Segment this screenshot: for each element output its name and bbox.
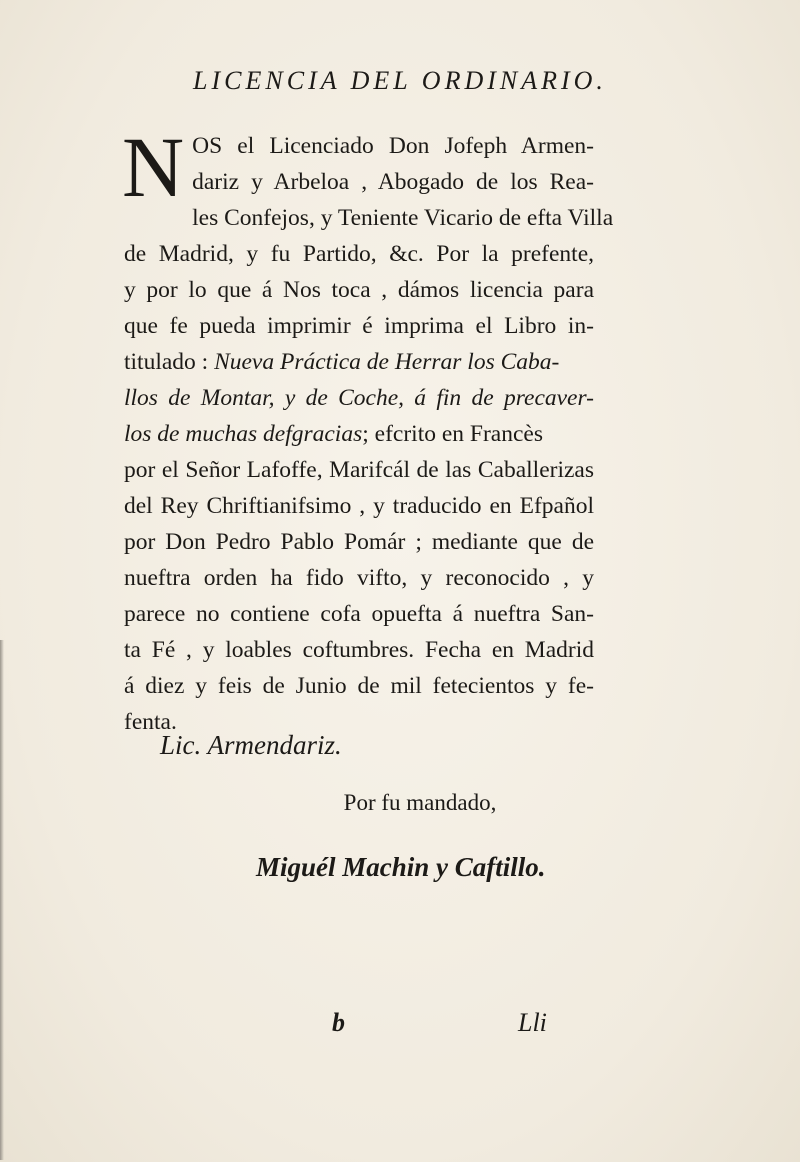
secretary-signature: Miguél Machin y Caftillo. <box>256 852 546 882</box>
text-line: ta Fé , y loables coftumbres. Fecha en Madrid <box>124 637 594 663</box>
text-line: de Madrid, y fu Partido, &c. Por la prefente, <box>124 241 594 267</box>
text-run: ; efcrito en Francès <box>362 421 543 447</box>
text-line: nueftra orden ha fido vifto, y reconocido , y <box>124 565 594 591</box>
text-run: titulado : <box>124 349 209 375</box>
text-line: dariz y Arbeloa , Abogado de los Rea- <box>192 169 594 195</box>
signature-mark: b <box>332 1008 345 1037</box>
license-text <box>122 119 614 740</box>
text-line: fenta. <box>124 709 177 735</box>
text-line: y por lo que á Nos toca , dámos licencia para <box>124 277 594 303</box>
page-edge-shadow <box>0 640 4 1160</box>
drop-cap: N <box>122 119 185 215</box>
text-line: á diez y feis de Junio de mil fetecientos y fe- <box>124 673 594 699</box>
text-line: del Rey Chriftianifsimo , y traducido en Efpañol <box>124 493 594 519</box>
page-heading: LICENCIA DEL ORDINARIO. <box>193 66 607 95</box>
text-line: llos de Montar, y de Coche, á fin de precaver- <box>124 385 594 411</box>
text-line: parece no contiene cofa opuefta á nueftra San- <box>124 601 594 627</box>
book-title-run: Nueva Práctica de Herrar los Caba- <box>214 349 560 375</box>
catchword: Lli <box>518 1008 547 1037</box>
text-line: por el Señor Lafoffe, Marifcál de las Caballerizas <box>124 457 594 483</box>
by-order-line: Por fu mandado, <box>343 790 497 815</box>
text-line: OS el Licenciado Don Jofeph Armen- <box>192 133 594 159</box>
text-line <box>124 416 594 452</box>
text-line <box>124 344 594 380</box>
text-line: que fe pueda imprimir é imprima el Libro in- <box>124 313 594 339</box>
text-line: por Don Pedro Pablo Pomár ; mediante que de <box>124 529 594 555</box>
text-line: les Confejos, y Teniente Vicario de efta Villa <box>192 205 614 231</box>
book-title-run: los de muchas defgracias <box>124 421 363 447</box>
ordinary-signature: Lic. Armendariz. <box>160 730 342 760</box>
